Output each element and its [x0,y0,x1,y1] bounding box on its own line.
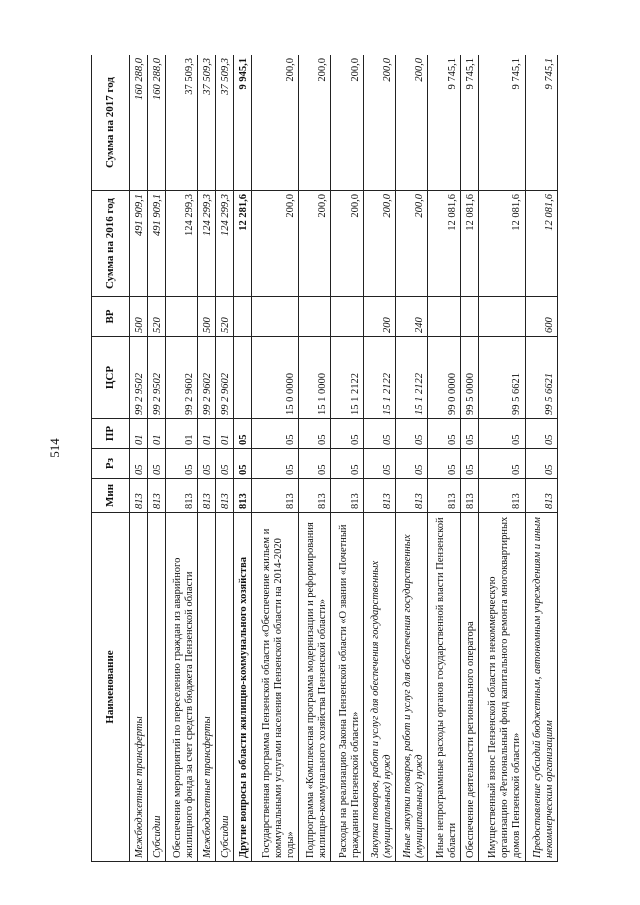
table-row [165,55,197,862]
cell-csr: 99 2 9602 [216,337,234,419]
cell-csr: 15 1 2122 [363,337,395,419]
table-row [147,55,165,862]
cell-vr [478,297,525,337]
cell-vr: 200 [363,297,395,337]
cell-name: Межбюджетные трансферты [130,513,148,862]
cell-name: Межбюджетные трансферты [198,513,216,862]
cell-sum-2016: 124 299,3 [165,191,197,297]
budget-table-container [91,55,558,862]
header-sum-2017: Сумма на 2017 год [92,55,130,191]
cell-sum-2016: 12 081,6 [478,191,525,297]
cell-name: Расходы на реализацию Закона Пензенской области «О звании «Почетный гражданин Пензенской области» [331,513,363,862]
table-body [130,55,558,862]
header-csr: ЦСР [92,337,130,419]
cell-rz: 05 [331,449,363,479]
page-number [44,428,66,468]
table-row [396,55,428,862]
cell-sum-2016: 200,0 [363,191,395,297]
cell-csr: 99 2 9602 [198,337,216,419]
cell-sum-2016: 124 299,3 [198,191,216,297]
cell-csr: 15 1 0000 [298,337,330,419]
cell-sum-2017: 200,0 [331,55,363,191]
cell-name: Субсидии [216,513,234,862]
header-min: Мин [92,479,130,513]
cell-min: 813 [331,479,363,513]
table-row [130,55,148,862]
cell-pr: 01 [147,419,165,449]
cell-sum-2017: 200,0 [298,55,330,191]
cell-rz: 05 [396,449,428,479]
cell-pr: 05 [234,419,252,449]
header-name: Наименование [92,513,130,862]
cell-sum-2017: 9 745,1 [525,55,558,191]
cell-min: 813 [298,479,330,513]
cell-min: 813 [234,479,252,513]
cell-csr: 99 5 6621 [478,337,525,419]
cell-vr [252,297,299,337]
cell-vr: 520 [147,297,165,337]
cell-sum-2016: 200,0 [298,191,330,297]
cell-csr: 99 5 6621 [525,337,558,419]
cell-name: Подпрограмма «Комплексная программа модернизации и реформирования жилищно-коммунального хозяйства Пензенской области» [298,513,330,862]
cell-csr: 99 0 0000 [428,337,460,419]
cell-rz: 05 [428,449,460,479]
cell-rz: 05 [216,449,234,479]
cell-name: Имущественный взнос Пензенской области в некоммерческую организацию «Региональный фонд капитального ремонта многоквартирных домов Пензенской области» [478,513,525,862]
cell-name: Иные непрограммные расходы органов государственной власти Пензенской области [428,513,460,862]
cell-csr [234,337,252,419]
cell-min: 813 [428,479,460,513]
cell-sum-2016: 491 909,1 [130,191,148,297]
cell-sum-2017: 200,0 [252,55,299,191]
cell-min: 813 [130,479,148,513]
table-row [234,55,252,862]
cell-min: 813 [165,479,197,513]
cell-csr: 99 2 9502 [130,337,148,419]
cell-pr: 01 [198,419,216,449]
cell-sum-2016: 12 081,6 [460,191,478,297]
cell-csr: 15 1 2122 [331,337,363,419]
cell-vr: 500 [130,297,148,337]
cell-rz: 05 [234,449,252,479]
cell-sum-2017: 37 509,3 [216,55,234,191]
table-row [363,55,395,862]
cell-sum-2017: 200,0 [396,55,428,191]
cell-rz: 05 [130,449,148,479]
table-row [298,55,330,862]
cell-sum-2016: 200,0 [396,191,428,297]
cell-name: Обеспечение деятельности регионального оператора [460,513,478,862]
cell-name: Обеспечение мероприятий по переселению граждан из аварийного жилищного фонда за счет средств бюджета Пензенской области [165,513,197,862]
cell-name: Предоставление субсидий бюджетным, автономным учреждениям и иным некоммерческим организациям [525,513,558,862]
header-rz: Рз [92,449,130,479]
cell-sum-2017: 200,0 [363,55,395,191]
cell-sum-2017: 37 509,3 [165,55,197,191]
cell-vr: 600 [525,297,558,337]
cell-rz: 05 [252,449,299,479]
cell-vr [428,297,460,337]
cell-sum-2016: 200,0 [331,191,363,297]
cell-csr: 99 2 9602 [165,337,197,419]
cell-sum-2017: 37 509,3 [198,55,216,191]
table-row [525,55,558,862]
cell-rz: 05 [478,449,525,479]
cell-sum-2017: 160 288,0 [147,55,165,191]
cell-rz: 05 [525,449,558,479]
cell-pr: 01 [216,419,234,449]
cell-name: Закупка товаров, работ и услуг для обеспечения государственных (муниципальных) нужд [363,513,395,862]
table-row [252,55,299,862]
cell-rz: 05 [147,449,165,479]
cell-vr: 500 [198,297,216,337]
cell-rz: 05 [165,449,197,479]
cell-pr: 05 [460,419,478,449]
cell-min: 813 [363,479,395,513]
table-row [460,55,478,862]
budget-table [91,55,558,862]
cell-min: 813 [478,479,525,513]
cell-pr: 05 [331,419,363,449]
cell-sum-2016: 491 909,1 [147,191,165,297]
cell-name: Другие вопросы в области жилищно-коммунального хозяйства [234,513,252,862]
cell-rz: 05 [460,449,478,479]
cell-rz: 05 [198,449,216,479]
table-header-row [92,55,130,862]
table-row [428,55,460,862]
cell-vr [234,297,252,337]
cell-pr: 05 [525,419,558,449]
cell-pr: 05 [396,419,428,449]
cell-vr [331,297,363,337]
cell-rz: 05 [363,449,395,479]
cell-min: 813 [216,479,234,513]
cell-pr: 05 [478,419,525,449]
cell-pr: 05 [252,419,299,449]
cell-pr: 01 [165,419,197,449]
cell-vr [165,297,197,337]
cell-pr: 01 [130,419,148,449]
cell-vr [298,297,330,337]
cell-sum-2017: 160 288,0 [130,55,148,191]
cell-min: 813 [147,479,165,513]
cell-csr: 99 2 9502 [147,337,165,419]
cell-csr: 15 1 2122 [396,337,428,419]
cell-csr: 99 5 0000 [460,337,478,419]
cell-sum-2016: 124 299,3 [216,191,234,297]
cell-rz: 05 [298,449,330,479]
cell-sum-2017: 9 945,1 [234,55,252,191]
cell-sum-2016: 12 081,6 [428,191,460,297]
cell-name: Государственная программа Пензенской области «Обеспечение жильем и коммунальными услугами населения Пензенской области на 2014-2020 годы» [252,513,299,862]
cell-min: 813 [460,479,478,513]
cell-min: 813 [396,479,428,513]
header-pr: ПР [92,419,130,449]
header-vr: ВР [92,297,130,337]
cell-pr: 05 [298,419,330,449]
header-sum-2016: Сумма на 2016 год [92,191,130,297]
cell-min: 813 [252,479,299,513]
cell-name: Иные закупки товаров, работ и услуг для обеспечения государственных (муниципальных) нужд [396,513,428,862]
table-row [198,55,216,862]
cell-pr: 05 [363,419,395,449]
cell-sum-2017: 9 745,1 [460,55,478,191]
table-row [216,55,234,862]
page-number-text: 514 [47,438,62,458]
cell-vr: 520 [216,297,234,337]
cell-min: 813 [198,479,216,513]
cell-sum-2016: 12 281,6 [234,191,252,297]
cell-vr [460,297,478,337]
cell-pr: 05 [428,419,460,449]
cell-vr: 240 [396,297,428,337]
table-row [331,55,363,862]
cell-csr: 15 0 0000 [252,337,299,419]
cell-sum-2016: 200,0 [252,191,299,297]
table-row [478,55,525,862]
cell-name: Субсидии [147,513,165,862]
cell-min: 813 [525,479,558,513]
cell-sum-2017: 9 745,1 [428,55,460,191]
cell-sum-2017: 9 745,1 [478,55,525,191]
cell-sum-2016: 12 081,6 [525,191,558,297]
